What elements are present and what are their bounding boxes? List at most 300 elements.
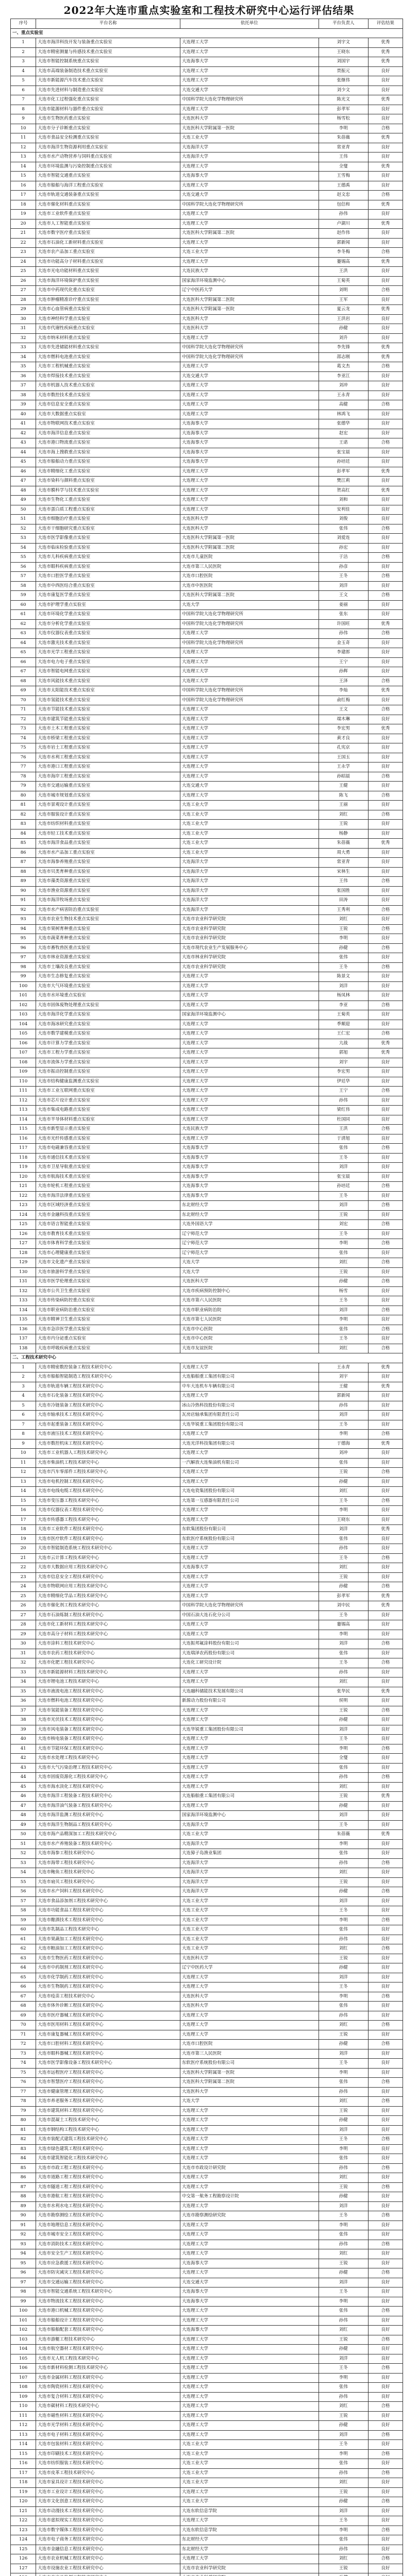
row-unit: 大连理工大学 [180,1782,319,1792]
row-person: 孙健 [319,1582,368,1592]
row-result: 良好 [368,105,403,114]
row-platform: 大连市动漫技术工程技术研究中心 [36,2506,180,2516]
row-person: 张伟 [319,1458,368,1468]
row-unit: 大连医科大学附属第二医院 [180,543,319,553]
row-platform: 大连市道路工程工程技术研究中心 [36,2173,180,2183]
row-platform: 大连市石化装备工程技术研究中心 [36,1392,180,1401]
row-result: 合格 [368,1887,403,1897]
row-platform: 大连市医学影像设备工程技术研究中心 [36,2059,180,2069]
row-platform: 大连市畜牧兽医重点实验室 [36,943,180,953]
row-no: 88 [11,867,36,877]
row-person: 王宁 [319,1087,368,1096]
table-row [11,1020,403,1029]
row-result: 良好 [368,2201,403,2211]
row-result: 合格 [368,2307,403,2316]
row-unit: 大连交通大学 [180,371,319,381]
row-no: 59 [11,591,36,601]
table-row [11,410,403,419]
row-no: 125 [11,2545,36,2554]
row-result: 良好 [368,820,403,829]
row-unit: 大连理工大学 [180,629,319,639]
row-unit: 大连理工大学 [180,1001,319,1010]
row-result: 良好 [368,2316,403,2326]
row-no: 29 [11,305,36,315]
row-person: 杨凤林 [319,991,368,1001]
row-person: 端木琳 [319,715,368,724]
row-no: 38 [11,391,36,400]
table-row [11,2535,403,2545]
table-row [11,1992,403,2002]
row-no: 68 [11,2002,36,2011]
row-no: 8 [11,105,36,114]
table-row [11,1916,403,1925]
row-no: 133 [11,1296,36,1306]
row-unit: 中国石油大连石化分公司 [180,1611,319,1620]
table-row [11,2335,403,2345]
row-person: 刘红 [319,1677,368,1687]
row-result: 良好 [368,1229,403,1239]
row-no: 113 [11,2430,36,2440]
row-no: 125 [11,1220,36,1230]
row-unit: 大连交通大学 [180,782,319,791]
row-platform: 大连市光学材料工程技术研究中心 [36,2421,180,2431]
row-unit: 大连理工大学 [180,705,319,715]
row-no: 44 [11,1773,36,1783]
row-person: 刘洋 [319,2278,368,2287]
row-platform: 大连市养老服务工程技术研究中心 [36,2097,180,2107]
row-no: 138 [11,1344,36,1353]
row-unit: 大连医科大学附属第一医院 [180,305,319,315]
table-row [11,2487,403,2497]
table-row [11,1792,403,1802]
row-person: 孙健 [319,2040,368,2049]
row-person: 李建郎 [319,648,368,658]
row-person: 孙伟 [319,1668,368,1677]
row-result: 优秀 [368,57,403,67]
row-result: 优秀 [368,133,403,143]
row-platform: 大连市石油炼制工程技术研究中心 [36,1611,180,1620]
row-platform: 大连市能源材料与器件重点实验室 [36,105,180,114]
row-unit: 大连华锐重工集团股份有限公司 [180,1725,319,1735]
table-row [11,352,403,362]
table-row [11,2392,403,2402]
row-no: 87 [11,858,36,868]
row-platform: 大连市心血管病重点实验室 [36,305,180,315]
row-unit: 大连市职业病防治院 [180,1306,319,1315]
row-platform: 大连市建筑节能重点实验室 [36,715,180,724]
row-person: 孙健 [319,324,368,334]
row-result: 良好 [368,143,403,152]
row-unit: 大连理工大学 [180,1029,319,1039]
row-no: 119 [11,1163,36,1173]
row-unit: 大连工业大学 [180,1916,319,1925]
row-person: 李灿 [319,686,368,696]
row-unit: 大连海洋大学 [180,152,319,162]
row-person: 王冬 [319,1820,368,1830]
row-platform: 大连市仪器仪表重点实验室 [36,629,180,639]
row-platform: 大连市海参养殖重点实验室 [36,858,180,868]
table-row [11,1706,403,1716]
row-no: 108 [11,1058,36,1067]
row-result: 合格 [368,2468,403,2478]
section-header [11,1353,403,1363]
row-no: 102 [11,2326,36,2335]
row-person: 李明 [319,1315,368,1325]
row-result: 合格 [368,791,403,801]
row-result: 良好 [368,1935,403,1944]
row-no: 106 [11,1039,36,1048]
row-no: 122 [11,2516,36,2526]
row-result: 良好 [368,76,403,86]
row-no: 55 [11,1877,36,1887]
row-no: 58 [11,581,36,591]
table-row [11,686,403,696]
row-unit: 大连理工大学 [180,2249,319,2259]
table-row [11,1134,403,1144]
row-result: 良好 [368,1163,403,1173]
row-unit: 东北财经大学 [180,2545,319,2554]
row-unit: 大连大学 [180,1258,319,1268]
row-person: 张宝晨 [319,1172,368,1182]
row-no: 79 [11,782,36,791]
row-person: 王锐 [319,2564,368,2573]
row-unit: 大连海洋大学 [180,1868,319,1878]
row-no: 45 [11,457,36,467]
row-person: 于德海 [319,1439,368,1449]
table-row [11,1754,403,1764]
row-result: 良好 [368,667,403,677]
row-no: 49 [11,496,36,505]
row-person: 王伟 [319,152,368,162]
table-row [11,1830,403,1840]
row-no: 21 [11,1553,36,1563]
row-no: 16 [11,181,36,191]
row-person: 王洪 [319,1125,368,1134]
row-platform: 大连市皮革工程技术研究中心 [36,2468,180,2478]
row-platform: 大连市海洋牧场重点实验室 [36,896,180,906]
row-unit: 大连理工大学 [180,2230,319,2240]
header-platform: 平台名称 [36,19,180,29]
row-platform: 大连市数字媒体工程技术研究中心 [36,2526,180,2535]
row-result: 良好 [368,562,403,572]
row-result: 良好 [368,114,403,124]
row-person: 刘红 [319,1344,368,1353]
row-no: 19 [11,1534,36,1544]
row-platform: 大连市海洋食品重点实验室 [36,839,180,849]
row-no: 71 [11,705,36,715]
row-platform: 大连市绿色建筑工程技术研究中心 [36,2144,180,2154]
row-unit: 大连海事大学 [180,1153,319,1163]
row-unit: 大连理工大学 [180,1544,319,1554]
row-no: 91 [11,2221,36,2230]
row-no: 59 [11,1916,36,1925]
row-unit: 大连理工大学 [180,38,319,48]
row-no: 53 [11,534,36,544]
row-no: 66 [11,657,36,667]
row-result: 良好 [368,2535,403,2545]
row-result: 良好 [368,1611,403,1620]
row-result: 良好 [368,801,403,810]
row-platform: 大连市生物医药重点实验室 [36,114,180,124]
row-unit: 大连理工大学 [180,410,319,419]
row-result: 合格 [368,1220,403,1230]
row-platform: 大连市船舶设计工程技术研究中心 [36,2316,180,2326]
row-platform: 大连市智能电网重点实验室 [36,667,180,677]
row-platform: 大连市燃料电池工程技术研究中心 [36,1697,180,1706]
row-platform: 大连市中西医结合重点实验室 [36,581,180,591]
table-row [11,105,403,114]
table-row [11,400,403,410]
row-person: 王冬 [319,1334,368,1344]
row-person: 张伟 [319,1763,368,1773]
row-result: 良好 [368,1849,403,1859]
row-result: 良好 [368,1010,403,1020]
row-platform: 大连市农业生物技术重点实验室 [36,915,180,925]
row-person: 王锐 [319,1877,368,1887]
row-platform: 大连市酿酒技术工程技术研究中心 [36,1916,180,1925]
row-person: 张东 [319,610,368,620]
table-row [11,1887,403,1897]
table-row [11,1392,403,1401]
row-result: 良好 [368,1020,403,1029]
row-platform: 大连市光伏技术工程技术研究中心 [36,1716,180,1725]
row-result: 合格 [368,124,403,133]
row-platform: 大连市水利工程重点实验室 [36,753,180,762]
row-unit: 大连市农业科学研究院 [180,934,319,944]
table-row [11,143,403,152]
row-no: 126 [11,2554,36,2564]
row-no: 91 [11,896,36,906]
row-result: 良好 [368,2564,403,2573]
row-platform: 大连市先进材料与制造重点实验室 [36,86,180,95]
row-result: 良好 [368,696,403,705]
row-platform: 大连市金融信息工程技术研究中心 [36,2545,180,2554]
row-result: 合格 [368,572,403,582]
row-result: 合格 [368,1582,403,1592]
table-row [11,1839,403,1849]
table-row [11,172,403,181]
row-result: 良好 [368,2087,403,2097]
table-row [11,257,403,267]
row-platform: 大连市海洋法律重点实验室 [36,1191,180,1201]
row-unit: 中国科学院大连化学物理研究所 [180,696,319,705]
row-no: 53 [11,1858,36,1868]
table-row [11,66,403,76]
row-platform: 大连市船舶配套工程技术研究中心 [36,2326,180,2335]
row-platform: 大连市体外诊断工程技术研究中心 [36,2002,180,2011]
row-person: 俞红梅 [319,696,368,705]
row-result: 良好 [368,1420,403,1430]
row-result: 良好 [368,333,403,343]
row-result: 优秀 [368,1048,403,1058]
row-platform: 大连市细胞治疗重点实验室 [36,515,180,524]
row-unit: 大连东软信息学院 [180,2506,319,2516]
row-unit: 大连工业大学 [180,2468,319,2478]
row-person: 赵宏 [319,429,368,438]
row-person: 张国胜 [319,886,368,896]
table-row [11,324,403,334]
row-person: 王冬 [319,1153,368,1163]
row-unit: 大连理工大学 [180,2402,319,2412]
table-row [11,1725,403,1735]
row-result: 合格 [368,2497,403,2507]
row-person: 刘明 [319,286,368,296]
row-unit: 东软集团股份有限公司 [180,1525,319,1535]
row-unit: 大连工业大学 [180,810,319,820]
row-unit: 大连市中心医院 [180,1334,319,1344]
table-row [11,448,403,457]
row-unit: 大连理工大学 [180,219,319,229]
section-title: 一、重点实验室 [11,28,403,38]
row-platform: 大连市远程医疗工程技术研究中心 [36,2068,180,2078]
row-platform: 大连市土壤改良重点实验室 [36,962,180,972]
row-person: 刘红 [319,2249,368,2259]
row-no: 63 [11,629,36,639]
row-result: 良好 [368,1392,403,1401]
row-result: 良好 [368,981,403,991]
row-person: 郭旭 [319,1048,368,1058]
row-no: 84 [11,829,36,839]
row-person: 陈光文 [319,95,368,105]
row-no: 32 [11,1658,36,1668]
header-person: 平台负责人 [319,19,368,29]
row-no: 136 [11,1325,36,1334]
row-person: 刘红 [319,2402,368,2412]
row-platform: 大连市焊接技术重点实验室 [36,371,180,381]
row-unit: 大连理工大学 [180,76,319,86]
row-result: 良好 [368,2487,403,2497]
row-no: 38 [11,1716,36,1725]
row-platform: 大连市公共卫生重点实验室 [36,1286,180,1296]
row-platform: 大连市旅游科学重点实验室 [36,1267,180,1277]
row-unit: 大连理工大学 [180,1677,319,1687]
row-person: 刘冲 [319,381,368,391]
row-no: 92 [11,905,36,915]
row-result: 良好 [368,371,403,381]
row-person: 张伟 [319,1248,368,1258]
row-unit: 大连理工大学 [180,1477,319,1487]
row-person: 刘洋 [319,2354,368,2364]
row-unit: 大连船舶重工集团有限公司 [180,1372,319,1382]
row-result: 优秀 [368,38,403,48]
row-no: 16 [11,1506,36,1516]
row-unit: 大连理工大学 [180,715,319,724]
row-no: 30 [11,314,36,324]
row-no: 95 [11,934,36,944]
row-platform: 大连市振动控制重点实验室 [36,1067,180,1077]
row-no: 18 [11,200,36,210]
table-row [11,2230,403,2240]
row-platform: 大连市海参工程技术研究中心 [36,1849,180,1859]
row-result: 良好 [368,1925,403,1935]
table-row [11,2221,403,2230]
row-unit: 大连光洋科技集团有限公司 [180,1439,319,1449]
table-row [11,1820,403,1830]
table-row [11,1716,403,1725]
table-row [11,1382,403,1392]
row-person: 王锐 [319,1706,368,1716]
row-person: 刘国宇 [319,57,368,67]
row-result: 良好 [368,1210,403,1220]
row-person: 王冬 [319,2135,368,2145]
row-result: 良好 [368,1735,403,1744]
row-unit: 大连理工大学 [180,2125,319,2135]
row-no: 77 [11,762,36,772]
row-platform: 大连市海洋环境保护重点实验室 [36,276,180,286]
row-unit: 大连理工大学 [180,972,319,982]
table-row [11,1630,403,1639]
table-row [11,648,403,658]
row-platform: 大连市船舶与海洋工程重点实验室 [36,181,180,191]
row-no: 104 [11,1020,36,1029]
table-row [11,905,403,915]
row-no: 127 [11,2564,36,2573]
table-row [11,1058,403,1067]
row-unit: 大连医科大学附属第二医院 [180,2078,319,2088]
row-platform: 大连市精密测量与传感技术重点实验室 [36,47,180,57]
table-row [11,1649,403,1658]
table-row [11,886,403,896]
row-unit: 大连理工大学 [180,400,319,410]
row-result: 良好 [368,1058,403,1067]
row-platform: 大连市生物化工重点实验室 [36,496,180,505]
row-platform: 大连市金属材料工程技术研究中心 [36,2373,180,2383]
row-unit: 大连市农业科学研究院 [180,2564,319,2573]
row-person: 季顺迎 [319,1020,368,1029]
row-no: 103 [11,1010,36,1020]
row-result: 良好 [368,391,403,400]
row-platform: 大连市服装设计重点实验室 [36,810,180,820]
row-result: 良好 [368,381,403,391]
row-no: 8 [11,1430,36,1439]
row-person: 王德禹 [319,181,368,191]
row-unit: 大连理工大学 [180,2021,319,2030]
row-result: 合格 [368,1125,403,1134]
row-platform: 大连市农业机械工程技术研究中心 [36,2554,180,2564]
table-row [11,1611,403,1620]
row-no: 46 [11,1792,36,1802]
table-row [11,1144,403,1154]
table-row [11,1267,403,1277]
row-unit: 大连理工大学 [180,1506,319,1516]
table-row [11,638,403,648]
row-result: 良好 [368,2345,403,2354]
row-unit: 大连工业大学 [180,2497,319,2507]
row-result: 良好 [368,86,403,95]
table-row [11,1515,403,1525]
table-row [11,181,403,191]
row-no: 116 [11,2459,36,2469]
table-row [11,314,403,324]
row-person: 张伟 [319,2307,368,2316]
row-platform: 大连市工业软件工程技术研究中心 [36,1525,180,1535]
row-no: 12 [11,1468,36,1478]
row-platform: 大连市城市安全工程技术研究中心 [36,2230,180,2240]
row-platform: 大连市体育科学重点实验室 [36,1239,180,1249]
row-result: 良好 [368,1677,403,1687]
row-result: 良好 [368,2059,403,2069]
table-row [11,1620,403,1630]
header-no: 序号 [11,19,36,29]
row-no: 65 [11,1973,36,1982]
row-person: 王锐 [319,1954,368,1963]
row-result: 良好 [368,1906,403,1916]
row-unit: 大连理工大学 [180,2221,319,2230]
row-platform: 大连市水环境重点实验室 [36,991,180,1001]
row-result: 良好 [368,1954,403,1963]
row-result: 良好 [368,743,403,753]
row-result: 合格 [368,1239,403,1249]
